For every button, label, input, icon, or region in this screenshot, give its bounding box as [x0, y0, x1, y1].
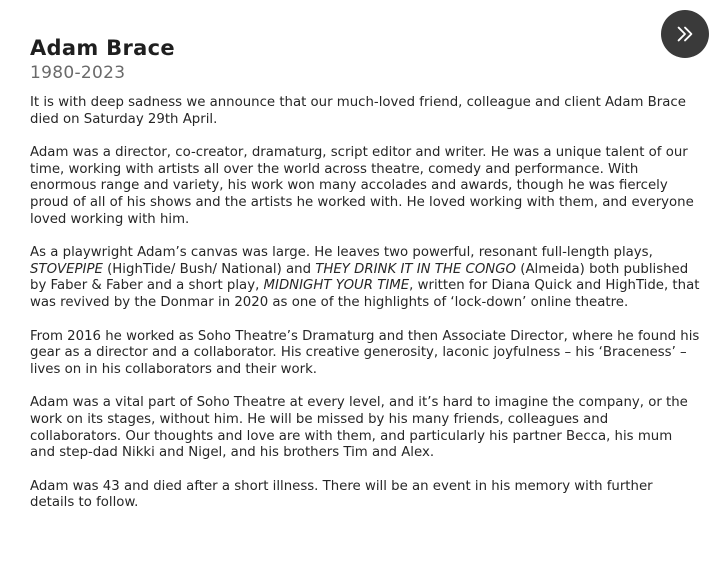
person-name: Adam Brace	[30, 36, 175, 60]
play-title: THEY DRINK IT IN THE CONGO	[315, 261, 517, 277]
text-run: Adam was a vital part of Soho Theatre at every level, and it’s hard to imagine the company, or the work on its stages, without him. He will be missed by his many friends, colleagues and collaborators. Our thoughts and love are with them, and particularly his partner Becca, his mum and step-dad Nikki and Nigel, and his brothers Tim and Alex.	[30, 395, 688, 461]
paragraph	[30, 479, 700, 512]
text-run: Adam was 43 and died after a short illness. There will be an event in his memory with further details to follow.	[30, 478, 653, 511]
life-dates: 1980-2023	[30, 63, 126, 83]
play-title: MIDNIGHT YOUR TIME	[263, 278, 410, 294]
paragraph	[30, 245, 700, 311]
text-run: (Almeida) both published by Faber & Faber and a short play,	[30, 261, 689, 294]
text-run: From 2016 he worked as Soho Theatre’s Dramaturg and then Associate Director, where he found his gear as a director and a collaborator. His creative generosity, laconic joyfulness – his ‘Braceness’ – lives on in his collaborators and their work.	[30, 328, 700, 377]
paragraph	[30, 145, 700, 228]
paragraph	[30, 95, 700, 128]
text-run: As a playwright Adam’s canvas was large. He leaves two powerful, resonant full-length plays,	[30, 245, 653, 261]
text-run: It is with deep sadness we announce that our much-loved friend, colleague and client Adam Brace died on Saturday 29th April.	[30, 95, 686, 127]
text-run: (HighTide/ Bush/ National) and	[102, 261, 316, 277]
paragraph	[30, 329, 700, 379]
obituary-body	[30, 95, 700, 512]
text-run: , written for Diana Quick and HighTide, that was revived by the Donmar in 2020 as one of the highlights of ‘lock-down’ online theatre.	[30, 278, 700, 310]
obituary	[30, 36, 700, 529]
paragraph	[30, 395, 700, 461]
play-title: STOVEPIPE	[30, 261, 103, 277]
text-run: Adam was a director, co-creator, dramaturg, script editor and writer. He was a unique talent of our time, working with artists all over the world across theatre, comedy and performance. With enormous range and variety, his work won many accolades and awards, though he was fiercely proud of all of his shows and the artists he worked with. He loved working with them, and everyone loved working with him.	[30, 145, 694, 227]
